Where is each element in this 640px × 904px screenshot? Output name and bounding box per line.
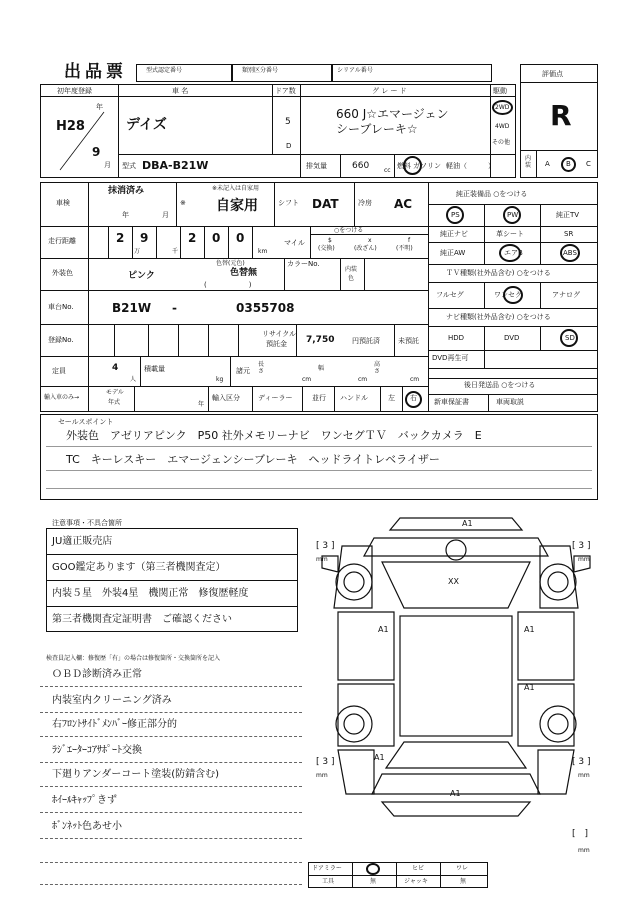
drive-4wd: 4WD [495,123,510,130]
car-damage-diagram [312,512,602,858]
tread-rr: [ 3 ] [572,757,591,767]
interior-label: 内装 [525,155,532,169]
car-name: デイズ [126,117,167,133]
model-year-unit: 年 [198,401,205,408]
model-year-label-2: 年式 [108,399,121,406]
capacity-label: 定員 [52,367,66,375]
odo-unknown: (不明) [396,245,413,252]
later-warranty: 新車保証書 [434,398,469,406]
import-label: 輸入車のみ→ [44,394,80,401]
front-left-fender-shape [334,546,372,608]
ac-value: AC [394,197,413,211]
fuel-label: 燃料 [397,162,411,170]
date-slash [54,108,114,174]
inspector-item-3: 右ﾌﾛﾝﾄｻｲﾄﾞﾒﾝﾊﾞｰ修正部分的 [52,719,177,730]
width-label: 幅 [318,365,325,372]
navi-title: ナビ種類(社外品含む) ○をつける [446,313,551,321]
chassis-number: 0355708 [236,301,295,315]
chip-label: ワレ [456,865,469,872]
inspector-item-2: 内装室内クリーニング済み [52,695,172,706]
drive-2wd-circle [492,100,513,115]
rear-right-wheel-shape [540,706,576,742]
mark-hood: XX [448,577,459,586]
color-value: ピンク [128,271,155,281]
sales-points-label: セールスポイント [58,418,114,426]
equip-navi: 純正ナビ [440,230,468,238]
later-title: 後日発送品 ○をつける [464,381,536,389]
shaken-value: 抹消済み [108,186,145,196]
color-note: 色替(元色) [216,260,245,267]
crack-label: ヒビ [412,865,425,872]
shaken-year: 年 [122,211,129,219]
interior-color-label-2: 色 [348,275,355,282]
navi-sd-circle [560,329,578,347]
mark-rear-right-door: A1 [524,683,535,692]
displacement-label: 排気量 [306,162,327,170]
equip-airbag-circle [499,244,521,262]
month-unit: 月 [104,161,111,169]
rear-left-wheel-shape [336,706,372,742]
mileage-digit-4: 0 [212,231,221,245]
odo-tamper-symbol: x [368,237,372,244]
inspector-item-7: ﾎﾞﾝﾈｯﾄ色あせ小 [52,821,122,832]
navi-sd: SD [565,334,575,342]
score-value: R [550,99,572,132]
odo-unknown-symbol: f [408,237,411,244]
tread-fr-value: 3 [578,541,585,551]
model-type: DBA-B21W [142,159,209,172]
front-right-wheel-shape [540,564,576,600]
reg-no-label: 登録No. [48,336,74,344]
tread-fr-unit: mm [578,556,590,563]
color-change: 色替無 [230,268,258,278]
drive-label: 駆動 [493,87,507,95]
chassis-dash: - [172,301,177,315]
roof-shape [400,616,512,736]
car-name-label: 車 名 [172,87,189,95]
hood-ornament-shape [446,540,466,560]
reg-month: 9 [92,145,101,159]
tread-fl: [ 3 ] [316,541,335,551]
note-1: JU適正販売店 [52,536,113,547]
notes-label: 注意事項・不具合箇所 [52,519,122,527]
sheet-title: 出品票 [64,62,127,82]
purpose-note: ※未記入は自家用 [212,185,260,192]
rear-glass-shape [386,742,526,768]
hood-shape [364,538,548,556]
dealer: ディーラー [258,394,293,402]
purpose-value: 自家用 [216,198,258,214]
mileage-digit-1: 2 [116,231,125,245]
door-suffix: D [286,142,292,150]
rear-bumper-shape [382,802,530,816]
sen-unit: 千 [172,248,179,255]
mark-front-left-door: A1 [378,625,389,634]
tools-value: 無 [370,878,377,885]
load-label: 積載量 [144,365,165,373]
shift-value: DAT [312,197,339,211]
tread-spare-unit: mm [578,847,590,854]
note-2: GOO鑑定あります（第三者機関査定） [52,562,226,573]
chassis-label: 車台No. [48,303,74,311]
equip-pw-circle [503,206,521,224]
equip-abs: ABS [563,249,577,257]
interior-b-circle [561,157,576,172]
mark-front-right-door: A1 [524,625,535,634]
navi-hdd: HDD [448,334,465,342]
note-4: 第三者機関査定証明書 ご確認ください [52,614,232,625]
tread-rl-value: 3 [322,757,329,767]
grade-label: グ レ ー ド [372,87,407,95]
inspector-item-5: 下廻りアンダーコート塗装(防錆含む) [52,769,220,780]
shaken-label: 車検 [56,199,70,207]
odo-circle-note: ○をつける [334,227,364,234]
sales-points-line2: TC キーレスキー エマージェンシーブレーキ ヘッドライトレベライザー [66,453,440,466]
mile-label: マイル [284,239,305,247]
recycle-label-2: 預託金 [266,340,287,348]
tv-oneseg-circle [503,286,523,304]
front-bumper-shape [390,518,522,530]
tread-rl: [ 3 ] [316,757,335,767]
interior-c: C [586,160,591,168]
odo-replace: (交換) [318,245,335,252]
doors-value: 5 [285,117,291,127]
tread-fl-value: 3 [322,541,329,551]
recycle-paid: 円預託済 [352,337,380,345]
score-label: 評価点 [542,70,563,78]
tread-rl-unit: mm [316,772,328,779]
interior-b: B [566,160,571,168]
equip-pw: PW [507,211,519,219]
mirror-circle [366,863,380,875]
doors-label: ドア数 [275,87,296,95]
fuel-diesel: 軽油 [446,162,460,170]
equip-ps-circle [446,206,464,224]
import-type-label: 輸入区分 [212,394,240,402]
equip-sr: SR [564,230,574,238]
rear-right-quarter-shape [538,750,574,794]
equipment-title: 純正装備品 ○をつける [456,190,528,198]
equip-leather: 革シート [496,230,524,238]
drive-2wd: 2WD [495,104,510,111]
mileage-digit-2: 9 [140,231,149,245]
capacity-value: 4 [112,363,119,373]
equip-abs-circle [560,244,580,262]
color-no-label: カラーNo. [287,260,320,268]
handle-right: 右 [410,394,417,402]
ac-label: 冷房 [358,199,372,207]
load-unit: kg [216,376,224,383]
inspector-item-4: ﾗｼﾞｴｰﾀｰｺｱｻﾎﾟｰﾄ交換 [52,745,142,756]
front-right-fender-shape [540,546,578,608]
handle-right-circle [405,391,422,408]
fuel-circle [403,156,422,175]
handle-left: 左 [388,394,395,402]
height-unit: cm [410,376,420,383]
category-label: 類別区分番号 [242,67,279,74]
dvd-play-label: DVD再生可 [432,354,469,362]
inspector-label: 検査員記入欄：修復歴「有」の場合は修復箇所・交換箇所を記入 [46,655,221,662]
sales-points-line1: 外装色 アゼリアピンク P50 社外メモリーナビ ワンセグＴＶ バックカメラ E [66,429,482,442]
fuel-paren: （ ） [460,162,495,170]
mileage-digit-5: 0 [236,231,245,245]
grade-line2: シーブレーキ☆ [336,122,418,136]
color-label: 外装色 [52,269,73,277]
tread-rr-value: 3 [578,757,585,767]
height-label: 高さ [374,361,381,375]
grade-line1: 660 J☆エマージェン [336,107,449,121]
chassis-prefix: B21W [112,301,152,315]
recycle-amount: 7,750 [306,335,335,345]
odo-tamper: (改ざん) [354,245,377,252]
tv-fullseg: フルセグ [436,291,464,299]
mark-front-bumper: A1 [462,519,473,528]
mark-trunk: A1 [450,789,461,798]
first-reg-label: 初年度登録 [57,87,92,95]
mileage-label: 走行距離 [48,237,76,245]
km-unit: km [258,248,268,255]
tv-analog: アナログ [552,291,580,299]
man-unit: 万 [134,248,141,255]
mirror-label: ドアミラー [312,865,342,872]
interior-color-label-1: 内装 [345,266,358,273]
capacity-unit: 人 [130,376,137,383]
shaken-month: 月 [162,211,169,219]
tv-oneseg: ワンセグ [494,291,522,299]
length-label: 長さ [258,361,265,375]
reg-era-year: H28 [56,119,85,134]
color-paren: ( ) [204,281,252,289]
parallel: 並行 [312,394,326,402]
mark-rear-left-quarter: A1 [374,753,385,762]
tools-label: 工具 [322,878,335,885]
displacement: 660 [352,161,370,171]
equip-tv: 純正TV [556,211,580,219]
front-left-wheel-shape [336,564,372,600]
tread-spare: [ ] [572,829,589,839]
inspector-item-1: ＯＢＤ診断済み正常 [52,669,142,680]
handle-label: ハンドル [340,394,368,402]
fuel-gasoline: ガソリン [413,162,441,170]
model-cert-label: 型式認定番号 [146,67,183,74]
navi-dvd: DVD [504,334,520,342]
serial-label: シリアル番号 [337,67,373,74]
recycle-unpaid: 未預託 [398,337,419,345]
dims-label: 諸元 [236,367,250,375]
width-unit: cm [358,376,368,383]
inspector-item-6: ﾎｲｰﾙｷｬｯﾌﾟきず [52,795,117,806]
tread-fl-unit: mm [316,556,328,563]
front-left-door-shape [338,612,394,680]
year-unit: 年 [96,103,103,111]
equip-ps: PS [451,211,460,219]
tread-fr: [ 3 ] [572,541,591,551]
front-right-door-shape [518,612,574,680]
recycle-label-1: リサイクル [262,330,297,338]
drive-other: その他 [492,139,511,146]
odo-replace-symbol: $ [328,237,332,244]
displacement-unit: cc [384,167,391,174]
length-unit: cm [302,376,312,383]
mileage-digit-3: 2 [188,231,197,245]
model-year-label-1: モデル [106,389,124,396]
equip-airbag: エアB [504,249,523,257]
interior-a: A [545,160,550,168]
tv-title: ＴＶ種類(社外品含む) ○をつける [446,269,551,277]
jack-label: ジャッキ [404,878,428,885]
equip-aw: 純正AW [440,249,466,257]
model-type-label: 型式 [122,162,136,170]
jack-value: 無 [460,878,467,885]
rear-left-quarter-shape [338,750,374,794]
later-manual: 車両取説 [496,398,524,406]
note-3: 内装５星 外装4星 機関正常 修復歴軽度 [52,588,249,599]
shift-label: シフト [278,199,299,207]
tread-rr-unit: mm [578,772,590,779]
purpose-tick: ※ [180,199,186,207]
